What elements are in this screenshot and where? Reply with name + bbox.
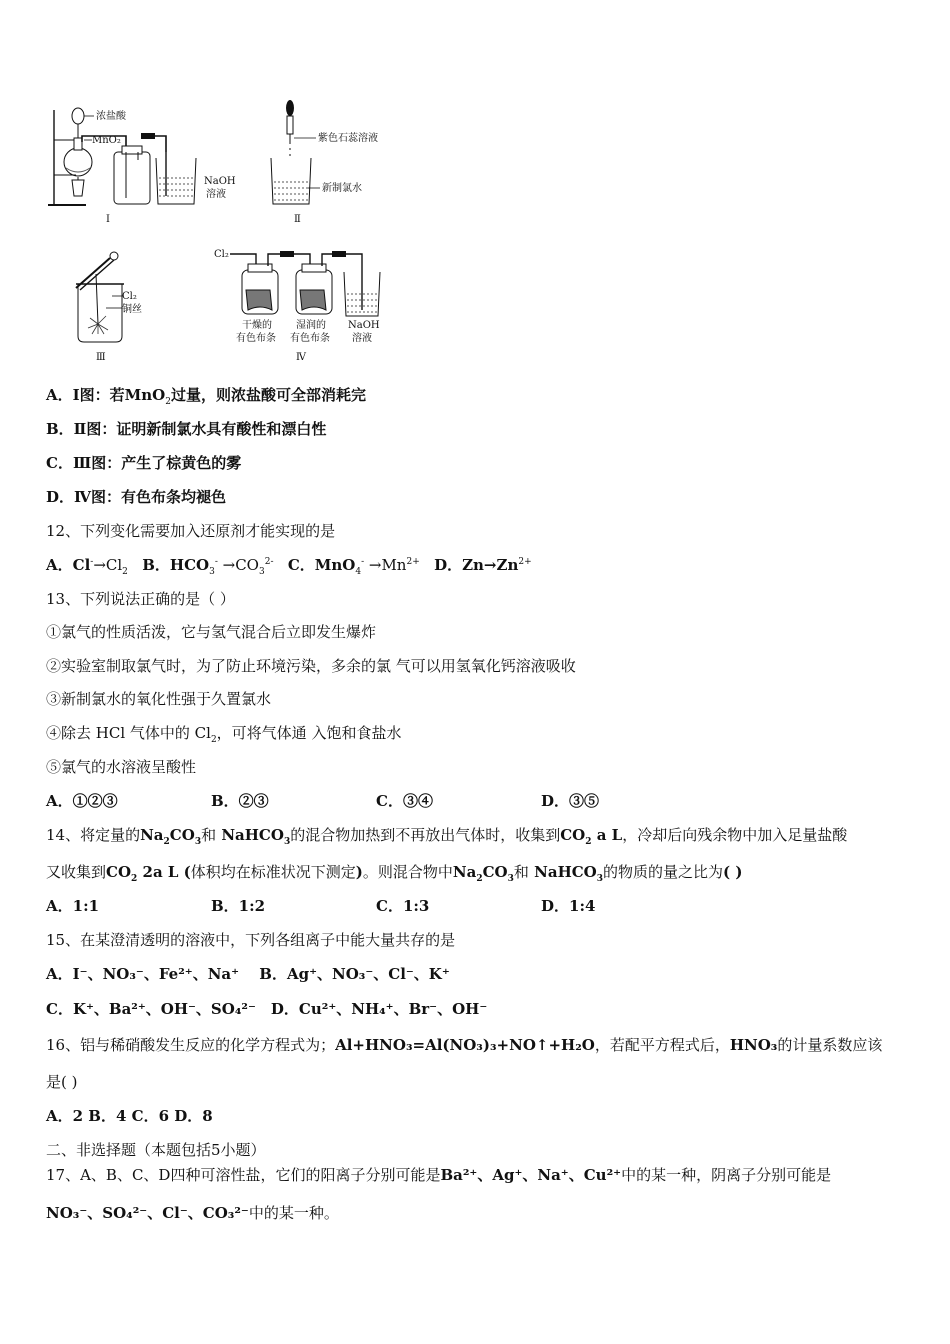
q15-stem: 15、在某澄清透明的溶液中，下列各组离子中能大量共存的是: [46, 931, 456, 949]
q12-option-a: A．$Cl^-\to Cl_2$: [46, 556, 128, 577]
q13-statement-2: ②实验室制取氯气时，为了防止环境污染，多余的氯 气可以用氢氧化钙溶液吸收: [46, 657, 576, 675]
q14-option-d: D．1:4: [541, 897, 596, 915]
label-dry: 干燥的: [242, 320, 272, 331]
q13-statement-1: ①氯气的性质活泼，它与氢气混合后立即发生爆炸: [46, 623, 377, 641]
q16-stem-line2: 是( ): [46, 1073, 78, 1091]
figure-apparatus-1: [46, 100, 246, 228]
label-naoh-4: NaOH: [348, 320, 380, 331]
figure-apparatus-3: [66, 244, 156, 366]
q14-stem-line2: 又收集到$CO_2$ 2a L (体积均在标准状况下测定)。则混合物中$Na_2CO_3$和 NaHCO$_3$的物质的量之比为( ): [46, 863, 743, 884]
label-naoh: NaOH: [204, 176, 236, 187]
label-copper-wire: 铜丝: [122, 304, 142, 315]
caption-fig1: Ⅰ: [106, 214, 110, 225]
q13-option-d: D．③⑤: [541, 792, 600, 810]
q12-option-c: C．$MnO_4^- \to Mn^{2+}$: [287, 556, 420, 577]
label-conc-hcl: 浓盐酸: [96, 111, 126, 122]
q11-option-d: D．Ⅳ图：有色布条均褪色: [46, 488, 227, 506]
q13-option-a: A．①②③: [46, 792, 118, 810]
q12-option-d: D．$Zn\to Zn^{2+}$: [434, 556, 532, 574]
q16-stem-line1: 16、铝与稀硝酸发生反应的化学方程式为；Al+HNO₃=Al(NO₃)₃+NO↑+H₂O，若配平方程式后，HNO₃的计量系数应该: [46, 1036, 883, 1054]
figure-apparatus-4: [212, 244, 392, 368]
section-title: 二、非选择题（本题包括5小题）: [46, 1141, 266, 1159]
q17-stem-line2: NO₃⁻、SO₄²⁻、Cl⁻、CO₃²⁻中的某一种。: [46, 1204, 339, 1222]
q11-option-b: B．Ⅱ图：证明新制氯水具有酸性和漂白性: [46, 420, 327, 438]
figure-apparatus-2: [268, 98, 388, 228]
caption-fig4: Ⅳ: [296, 352, 306, 363]
q16-options: A．2 B．4 C．6 D．8: [46, 1107, 213, 1125]
q12-option-b: B．$HCO_3^- \to CO_3^{2-}$: [142, 556, 274, 577]
label-wet-cloth: 有色布条: [290, 333, 330, 344]
q17-stem-line1: 17、A、B、C、D四种可溶性盐，它们的阳离子分别可能是Ba²⁺、Ag⁺、Na⁺、Cu²⁺中的某一种，阴离子分别可能是: [46, 1166, 832, 1184]
q14-stem-line1: 14、将定量的$Na_2CO_3$和 NaHCO$_3$的混合物加热到不再放出气体时，收集到$CO_2$ a L，冷却后向残余物中加入足量盐酸: [46, 826, 848, 847]
q12-options: [46, 555, 532, 575]
q11-option-a: A．Ⅰ图：若MnO$_2$过量，则浓盐酸可全部消耗完: [46, 386, 366, 407]
q14-option-c: C．1:3: [376, 897, 430, 915]
q13-statement-3: ③新制氯水的氧化性强于久置氯水: [46, 690, 272, 708]
q13-statement-5: ⑤氯气的水溶液呈酸性: [46, 758, 197, 776]
q13-statement-4: ④除去 HCl 气体中的 $Cl_2$，可将气体通 入饱和食盐水: [46, 724, 402, 745]
q12-stem: 12、下列变化需要加入还原剂才能实现的是: [46, 522, 336, 540]
q11-option-c: C．Ⅲ图：产生了棕黄色的雾: [46, 454, 242, 472]
q14-option-b: B．1:2: [211, 897, 266, 915]
label-cl2-inlet: Cl₂: [214, 249, 229, 260]
q13-option-b: B．②③: [211, 792, 269, 810]
label-solution: 溶液: [206, 189, 226, 200]
q13-option-c: C．③④: [376, 792, 433, 810]
label-chlorine-water: 新制氯水: [322, 183, 362, 194]
label-litmus: 紫色石蕊溶液: [318, 133, 378, 144]
q13-stem: 13、下列说法正确的是（ ）: [46, 590, 235, 608]
q15-options-cd: C．K⁺、Ba²⁺、OH⁻、SO₄²⁻ D．Cu²⁺、NH₄⁺、Br⁻、OH⁻: [46, 1000, 488, 1018]
label-mno2: MnO₂: [92, 135, 121, 146]
q15-options-ab: A．I⁻、NO₃⁻、Fe²⁺、Na⁺ B．Ag⁺、NO₃⁻、Cl⁻、K⁺: [46, 965, 450, 983]
q13-options: [46, 791, 599, 811]
label-cl2: Cl₂: [122, 291, 137, 302]
q14-options: [46, 896, 595, 916]
caption-fig3: Ⅲ: [96, 352, 106, 363]
label-solution-4: 溶液: [352, 333, 372, 344]
label-dry-cloth: 有色布条: [236, 333, 276, 344]
caption-fig2: Ⅱ: [294, 214, 301, 225]
q14-option-a: A．1:1: [46, 897, 100, 915]
label-wet: 湿润的: [296, 320, 326, 331]
